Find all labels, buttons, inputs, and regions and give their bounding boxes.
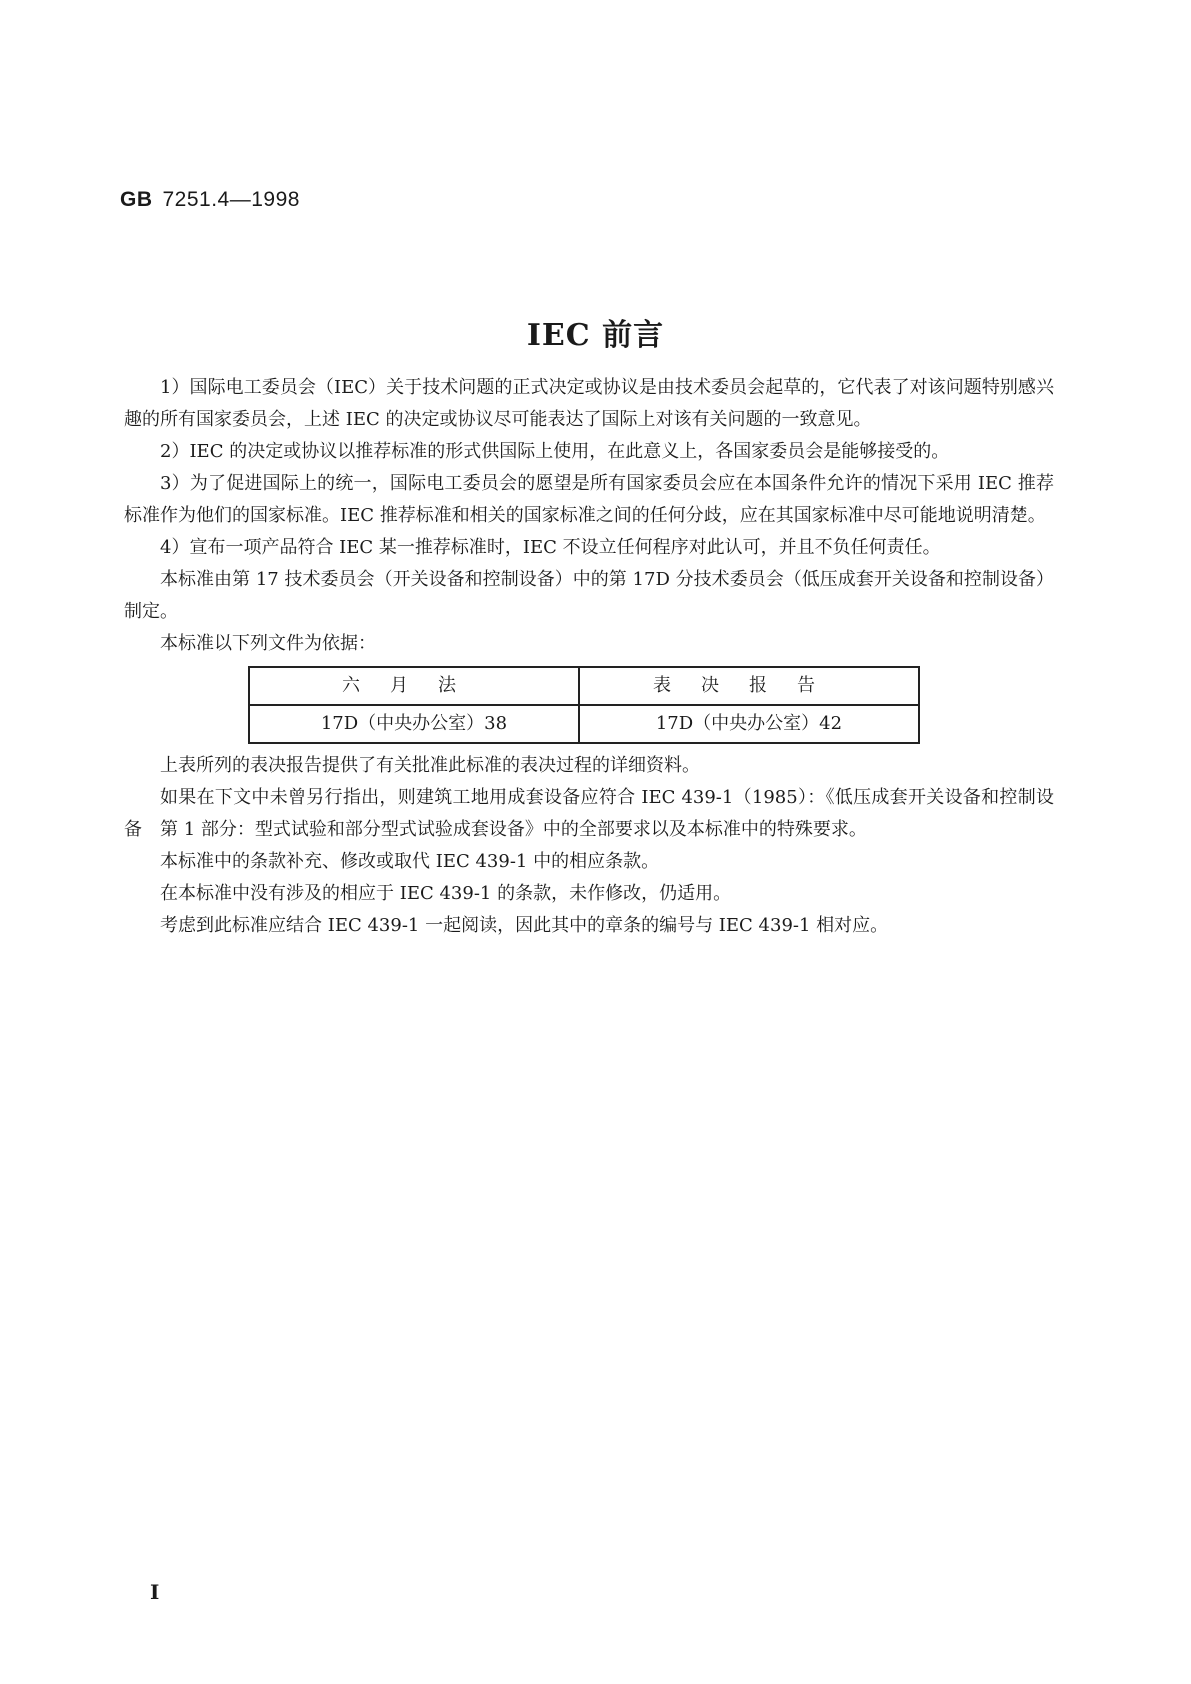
paragraph: 上表所列的表决报告提供了有关批准此标准的表决过程的详细资料。	[160, 755, 700, 776]
paragraph: 1）国际电工委员会（IEC）关于技术问题的正式决定或协议是由技术委员会起草的，它代表了对该问题特别感兴趣的所有国家委员会，上述 IEC 的决定或协议尽可能表达了国际上对该有关问题的一致意见。	[124, 377, 1054, 430]
paragraph: 3）为了促进国际上的统一，国际电工委员会的愿望是所有国家委员会应在本国条件允许的情况下采用 IEC 推荐标准作为他们的国家标准。IEC 推荐标准和相关的国家标准之间的任何分歧，应在其国家标准中尽可能地说明清楚。	[124, 473, 1054, 526]
paragraph: 本标准中的条款补充、修改或取代 IEC 439-1 中的相应条款。	[160, 851, 660, 872]
table-header-row	[249, 667, 919, 705]
document-body	[124, 372, 1054, 942]
page-title: IEC 前言	[526, 318, 665, 353]
paragraph: 在本标准中没有涉及的相应于 IEC 439-1 的条款，未作修改，仍适用。	[160, 883, 732, 904]
table-row	[249, 705, 919, 743]
standard-code	[120, 188, 300, 212]
page-number: Ⅰ	[150, 1580, 160, 1604]
table-cell: 17D（中央办公室）42	[579, 705, 919, 743]
paragraph: 本标准以下列文件为依据：	[160, 633, 376, 654]
table-header-cell: 六月法	[249, 667, 579, 705]
paragraph: 4）宣布一项产品符合 IEC 某一推荐标准时，IEC 不设立任何程序对此认可，并且不负任何责任。	[160, 537, 941, 558]
standard-number: 7251.4—1998	[162, 188, 300, 211]
paragraph: 如果在下文中未曾另行指出，则建筑工地用成套设备应符合 IEC 439-1（1985）：《低压成套开关设备和控制设备 第 1 部分：型式试验和部分型式试验成套设备》中的全部要求以及本标准中的特殊要求。	[124, 787, 1054, 840]
paragraph: 2）IEC 的决定或协议以推荐标准的形式供国际上使用，在此意义上，各国家委员会是能够接受的。	[160, 441, 950, 462]
basis-documents-table	[248, 666, 920, 744]
paragraph: 本标准由第 17 技术委员会（开关设备和控制设备）中的第 17D 分技术委员会（低压成套开关设备和控制设备）制定。	[124, 569, 1054, 622]
table-cell: 17D（中央办公室）38	[249, 705, 579, 743]
paragraph: 考虑到此标准应结合 IEC 439-1 一起阅读，因此其中的章条的编号与 IEC 439-1 相对应。	[160, 915, 889, 936]
table-header-cell: 表决报告	[579, 667, 919, 705]
standard-prefix: GB	[120, 188, 153, 211]
